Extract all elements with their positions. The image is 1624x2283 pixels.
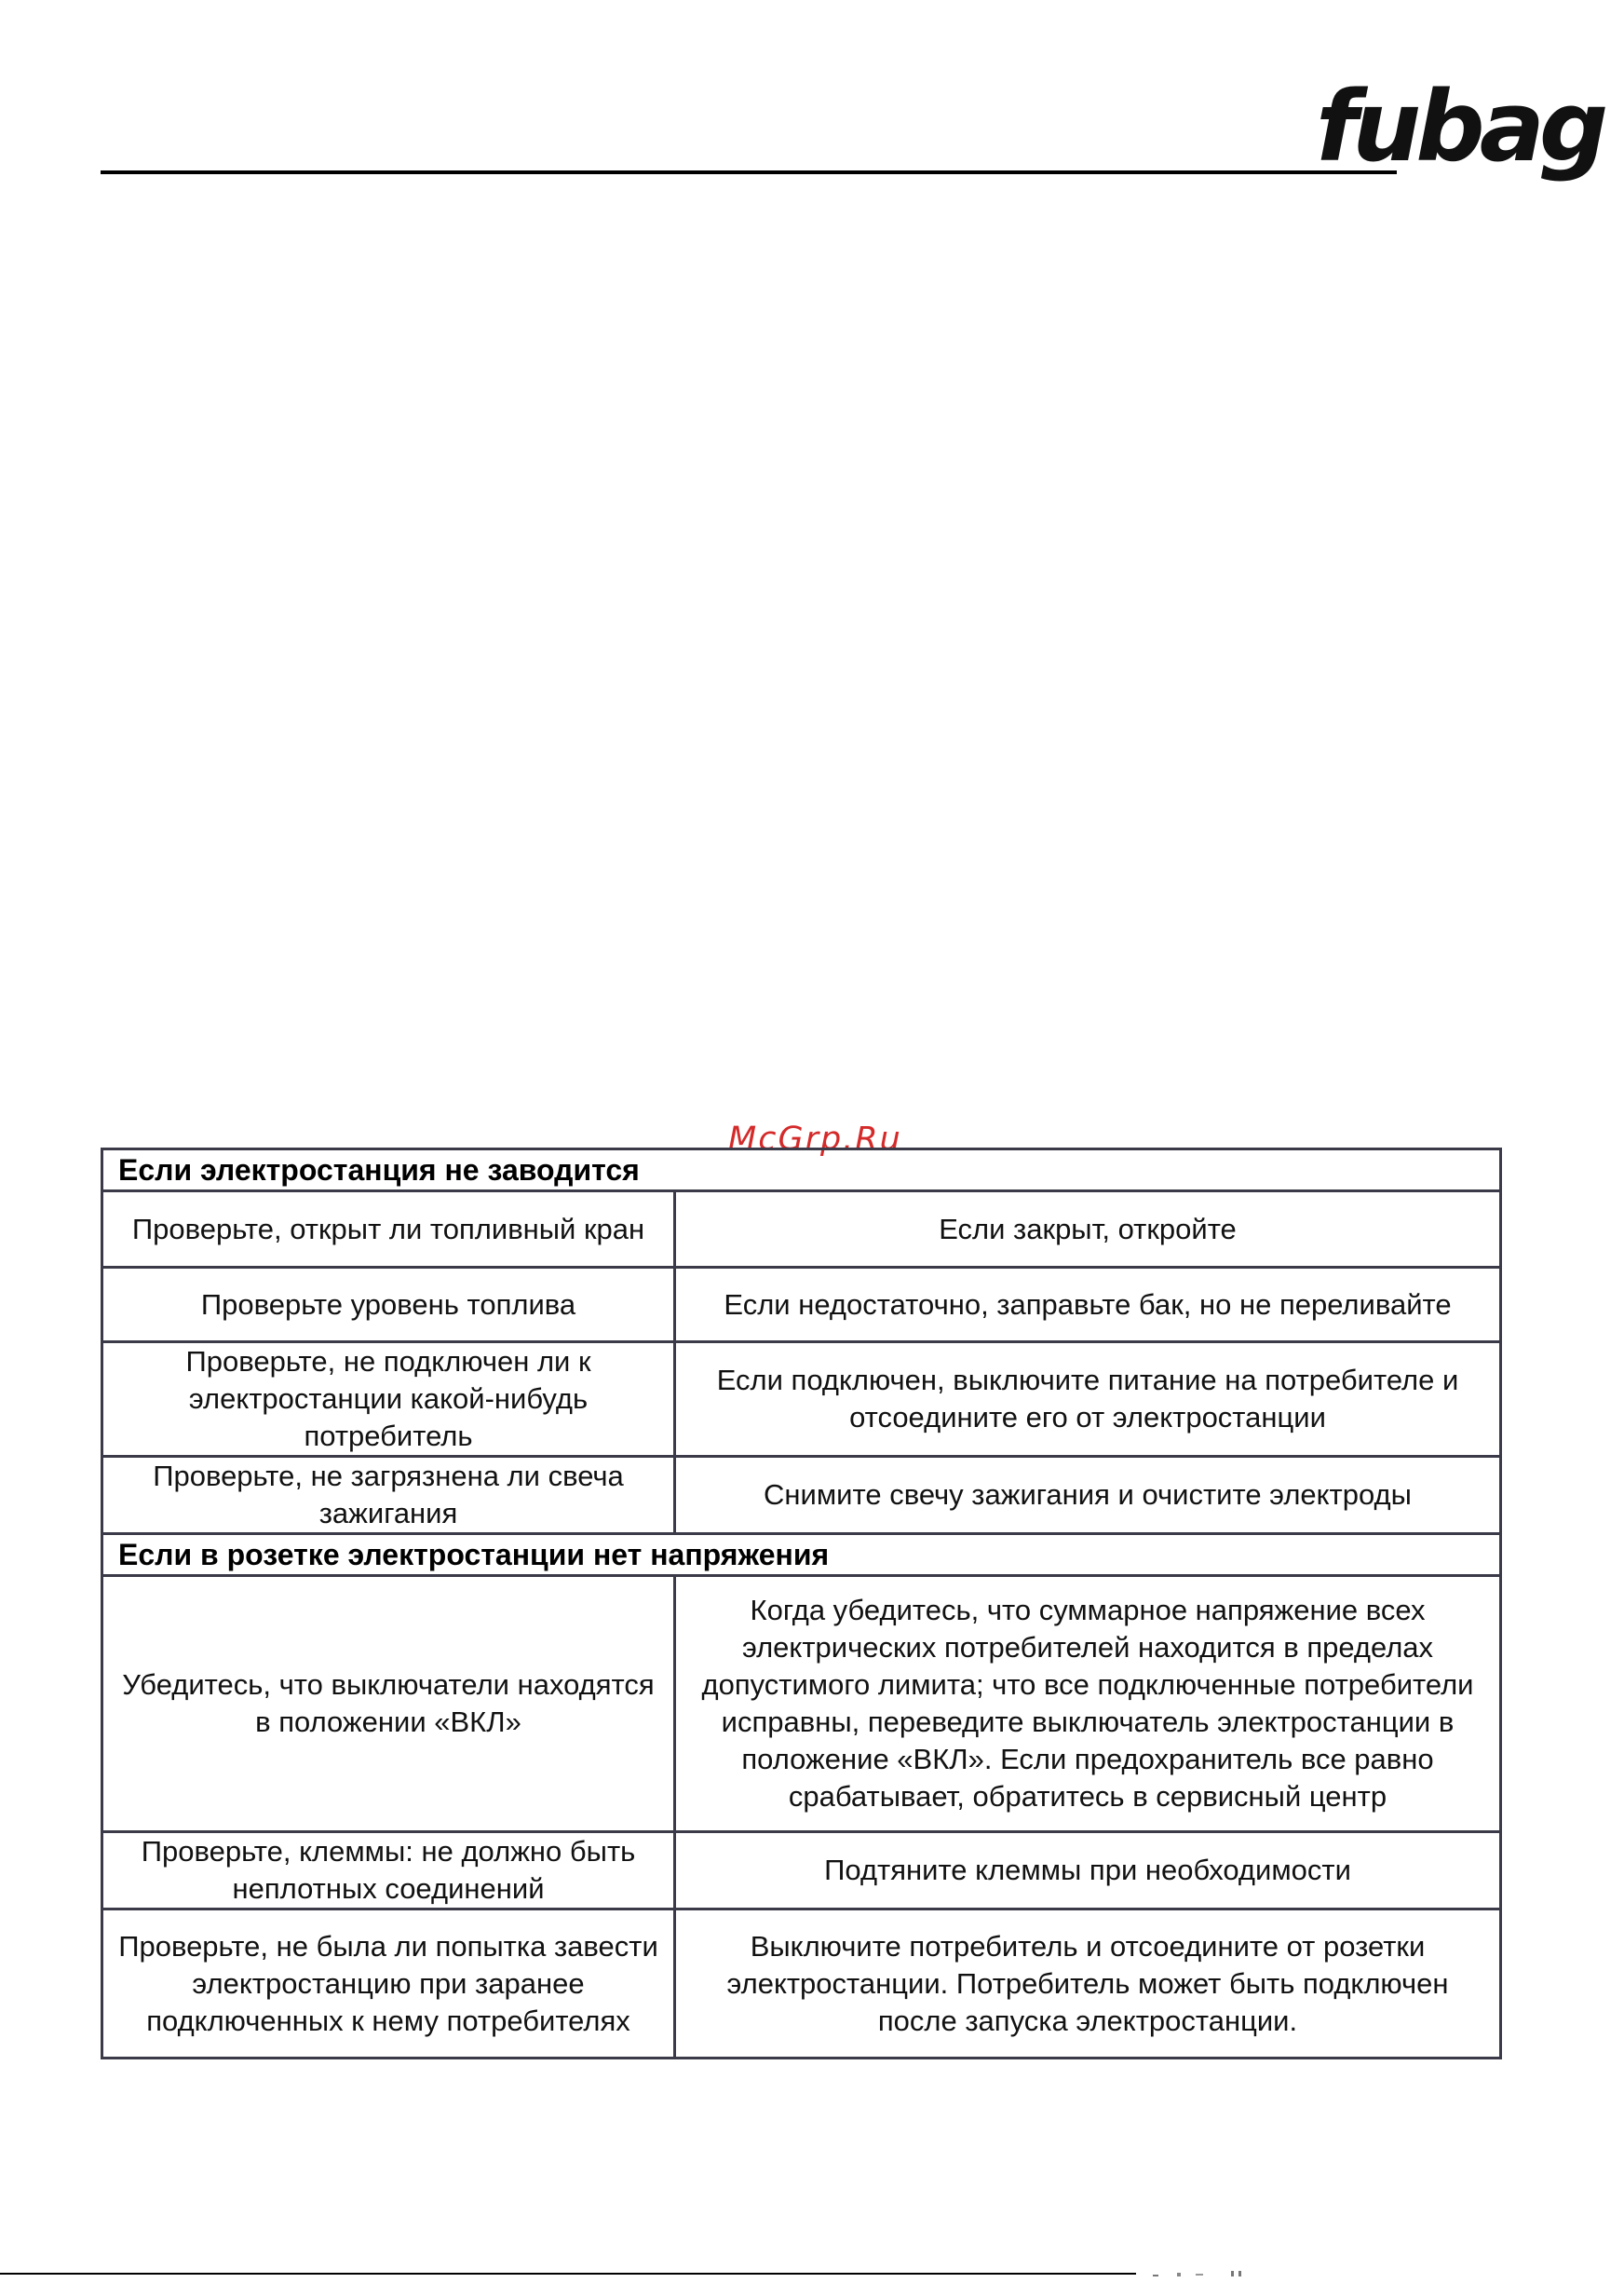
check-cell: Убедитесь, что выключатели находятся в положении «ВКЛ» xyxy=(102,1576,675,1832)
action-cell: Когда убедитесь, что суммарное напряжение всех электрических потребителей находится в пределах допустимого лимита; что все подключенные потребители исправны, переведите выключатель электростанции в положение «ВКЛ». Если предохранитель все равно срабатывает, обратитесь в сервисный центр xyxy=(675,1576,1501,1832)
table-row xyxy=(102,1909,1501,2059)
svg-text:fubag: fubag xyxy=(1316,70,1604,183)
section-header-row xyxy=(102,1534,1501,1576)
table-row xyxy=(102,1457,1501,1534)
check-cell: Проверьте, клеммы: не должно быть неплотных соединений xyxy=(102,1832,675,1909)
table-row xyxy=(102,1342,1501,1457)
footer-rule xyxy=(0,2273,1136,2275)
section-title: Если в розетке электростанции нет напряжения xyxy=(102,1534,1501,1576)
section-title: Если электростанция не заводится xyxy=(102,1149,1501,1191)
fubag-logo-graphic xyxy=(1308,65,1604,196)
header-rule xyxy=(101,170,1397,174)
check-cell: Проверьте, не загрязнена ли свеча зажигания xyxy=(102,1457,675,1534)
watermark: McGrp.Ru xyxy=(728,1121,902,1158)
table-row xyxy=(102,1576,1501,1832)
footer-scan-mark xyxy=(1153,2266,1255,2276)
fubag-logo xyxy=(1308,65,1604,196)
table-row xyxy=(102,1832,1501,1909)
check-cell: Проверьте, открыт ли топливный кран xyxy=(102,1191,675,1268)
check-cell: Проверьте уровень топлива xyxy=(102,1268,675,1342)
table-row xyxy=(102,1191,1501,1268)
section-header-row xyxy=(102,1149,1501,1191)
action-cell: Подтяните клеммы при необходимости xyxy=(675,1832,1501,1909)
action-cell: Если недостаточно, заправьте бак, но не переливайте xyxy=(675,1268,1501,1342)
action-cell: Если закрыт, откройте xyxy=(675,1191,1501,1268)
check-cell: Проверьте, не подключен ли к электростанции какой-нибудь потребитель xyxy=(102,1342,675,1457)
table-row xyxy=(102,1268,1501,1342)
action-cell: Выключите потребитель и отсоедините от розетки электростанции. Потребитель может быть подключен после запуска электростанции. xyxy=(675,1909,1501,2059)
action-cell: Снимите свечу зажигания и очистите электроды xyxy=(675,1457,1501,1534)
check-cell: Проверьте, не была ли попытка завести электростанцию при заранее подключенных к нему потребителях xyxy=(102,1909,675,2059)
troubleshooting-table xyxy=(101,1148,1502,2059)
action-cell: Если подключен, выключите питание на потребителе и отсоедините его от электростанции xyxy=(675,1342,1501,1457)
